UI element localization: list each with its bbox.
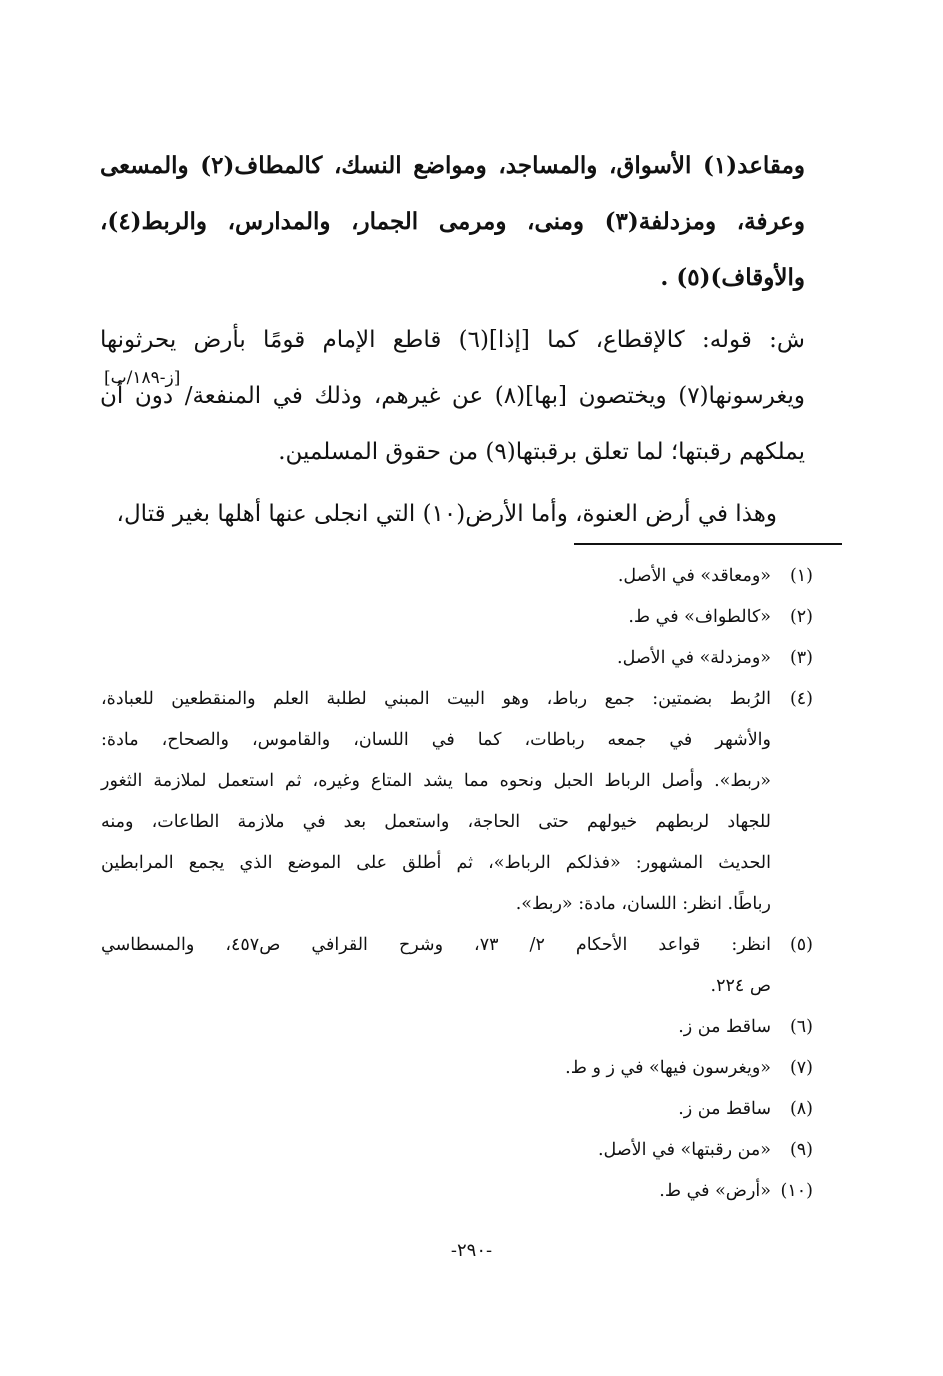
footnote-line: انظر: قواعد الأحكام ٢/ ٧٣، وشرح القرافي ص٤٥٧، والمسطاسي (101, 935, 771, 955)
footnote-number: (٧) (789, 1058, 813, 1078)
footnote-number: (١) (789, 566, 813, 586)
footnote-number: (٩) (789, 1140, 813, 1160)
footnote (101, 638, 813, 679)
footnote-line: «من رقبتها» في الأصل. (597, 1140, 771, 1160)
text-line: والأوقاف)(٥) . (660, 264, 805, 291)
footnote-text (101, 1089, 771, 1130)
footnote-line: رباطًا. انظر: اللسان، مادة: «ربط». (515, 894, 771, 914)
footnote-line: «ومزدلة» في الأصل. (617, 648, 771, 668)
footnote (101, 1089, 813, 1130)
footnote-line: ص ٢٢٤. (710, 976, 771, 996)
footnote-text (101, 925, 771, 1007)
text-line: يملكهم رقبتها؛ لما تعلق برقبتها(٩) من حقوق المسلمين. (278, 439, 805, 465)
footnote-number: (١٠) (780, 1181, 813, 1201)
footnote-number: (٥) (789, 935, 813, 955)
footnote-number: (٨) (789, 1099, 813, 1119)
footnote-text (101, 1007, 771, 1048)
footnote (101, 925, 813, 1007)
footnote-text (101, 1130, 771, 1171)
footnote-line: للجهاد لربطهم خيولهم حتى الحاجة، واستعمل بعد في ملازمة الطاعات، ومنه (101, 812, 771, 832)
footnote (101, 1171, 813, 1212)
footnote-line: والأشهر في جمعه رباطات، كما في اللسان، والقاموس، والصحاح، مادة: (101, 730, 771, 750)
footnote-text (101, 679, 771, 925)
page-number: -٢٩٠- (450, 1240, 493, 1261)
footnote-number: (٢) (789, 607, 813, 627)
footnote-line: الرُبط بضمتين: جمع رباط، وهو البيت المبني لطلبة العلم والمنقطعين للعبادة، (101, 689, 771, 709)
text-line: ومقاعد(١) الأسواق، والمساجد، ومواضع النسك، كالمطاف(٢) والمسعى (100, 152, 805, 179)
text-line: وعرفة، ومزدلفة(٣) ومنى، ومرمى الجمار، والمدارس، والربط(٤)، (100, 208, 806, 235)
footnote (101, 556, 813, 597)
footnote-number: (٤) (789, 689, 813, 709)
footnote-line: «ربط». وأصل الرباط الحبل ونحوه مما يشد المتاع وغيره، ثم استعمل لملازمة الثغور (101, 771, 771, 791)
footnote (101, 679, 813, 925)
footnote-number: (٦) (789, 1017, 813, 1037)
footnotes (101, 556, 813, 1212)
footnote (101, 1048, 813, 1089)
footnote-line: «ومعاقد» في الأصل. (617, 566, 771, 586)
footnote-separator (574, 543, 842, 545)
footnote-text (101, 638, 771, 679)
footnote-line: «ويغرسون فيها» في ز و ط. (565, 1058, 771, 1078)
text-line: وهذا في أرض العنوة، وأما الأرض(١٠) التي انجلى عنها أهلها بغير قتال، (116, 501, 777, 527)
footnote-text (101, 597, 771, 638)
footnote-line: «كالطواف» في ط. (628, 607, 771, 627)
manuscript-marginal-note: [ز-١٨٩/ب] (104, 368, 181, 388)
footnote (101, 597, 813, 638)
text-line: ويغرسونها(٧) ويختصون [بها](٨) عن غيرهم، وذلك في المنفعة/ دون أن (100, 383, 805, 409)
footnote-number: (٣) (789, 648, 813, 668)
text-line: ش: قوله: كالإقطاع، كما [إذا](٦) قاطع الإمام قومًا بأرض يحرثونها (100, 327, 805, 353)
footnote-line: الحديث المشهور: «فذلكم الرباط»، ثم أطلق على الموضع الذي يجمع المرابطين (101, 853, 771, 873)
footnote-line: «أرض» في ط. (659, 1181, 771, 1201)
footnote-text (101, 1171, 771, 1212)
footnote-line: ساقط من ز. (678, 1099, 771, 1119)
main-text (100, 138, 805, 542)
footnote-line: ساقط من ز. (678, 1017, 771, 1037)
footnote (101, 1007, 813, 1048)
footnote-text (101, 556, 771, 597)
footnote-text (101, 1048, 771, 1089)
footnote (101, 1130, 813, 1171)
